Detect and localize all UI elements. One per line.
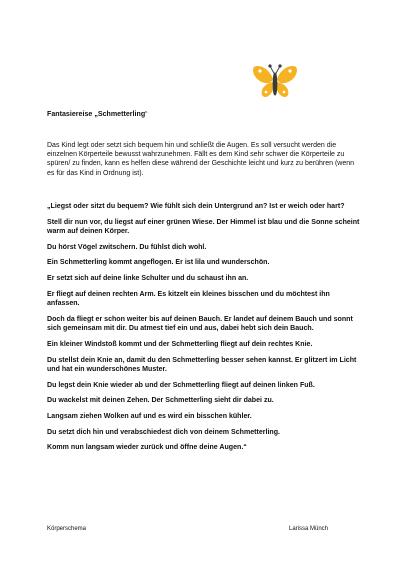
story-paragraph: Ein kleiner Windstoß kommt und der Schmetterling fliegt auf dein rechtes Knie. (47, 340, 313, 348)
story-paragraph: Du setzt dich hin und verabschiedest dich von deinem Schmetterling. (47, 428, 280, 436)
story-paragraph: Er fliegt auf deinen rechten Arm. Es kitzelt ein kleines bisschen und du möchtest ihn anfassen. (47, 290, 330, 308)
story-paragraph: Er setzt sich auf deine linke Schulter und du schaust ihn an. (47, 274, 249, 282)
story-paragraph: Doch da fliegt er schon weiter bis auf deinen Bauch. Er landet auf deinem Bauch und sonnt sich gemeinsam mit dir. Du atmest tief ein und aus, dabei hebt sich dein Bauch. (47, 315, 353, 333)
story-paragraph: Langsam ziehen Wolken auf und es wird ein bisschen kühler. (47, 412, 252, 420)
story-paragraph: Ein Schmetterling kommt angeflogen. Er ist lila und wunderschön. (47, 259, 270, 267)
intro-paragraph: Das Kind legt oder setzt sich bequem hin und schließt die Augen. Es soll versucht werden die einzelnen Körperteile bewusst wahrzunehmen. Fällt es dem Kind sehr schwer die Körperteile zu spüren/ zu finden, kann es helfen diese während der Geschichte leicht und kurz zu berühren (wenn es für das Kind in Ordnung ist). (47, 142, 355, 177)
story-paragraph: „Liegst oder sitzt du bequem? Wie fühlt sich dein Untergrund an? Ist er weich oder hart? (47, 203, 345, 210)
title-closing-quote: “ (145, 110, 148, 118)
footer-topic: Körperschema (47, 526, 87, 532)
story-paragraph: Du stellst dein Knie an, damit du den Schmetterling besser sehen kannst. Er glitzert im Licht und hat ein wunderschönes Muster. (47, 356, 357, 374)
story-paragraph: Du wackelst mit deinen Zehen. Der Schmetterling sieht dir dabei zu. (47, 397, 274, 405)
story-paragraph: Stell dir nun vor, du liegst auf einer grünen Wiese. Der Himmel ist blau und die Sonne scheint warm auf deinen Körper. (47, 218, 360, 236)
story-paragraph: Komm nun langsam wieder zurück und öffne deine Augen.“ (47, 444, 247, 452)
story-paragraph: Du legst dein Knie wieder ab und der Schmetterling fliegt auf deinen linken Fuß. (47, 381, 315, 389)
story-paragraph: Du hörst Vögel zwitschern. Du fühlst dich wohl. (47, 243, 207, 251)
title-bold: Fantasiereise „Schmetterling (47, 110, 146, 118)
butterfly-icon (251, 62, 299, 102)
document-title (47, 110, 357, 119)
story-text (47, 202, 361, 459)
footer-author: Larissa Münch (289, 526, 329, 532)
